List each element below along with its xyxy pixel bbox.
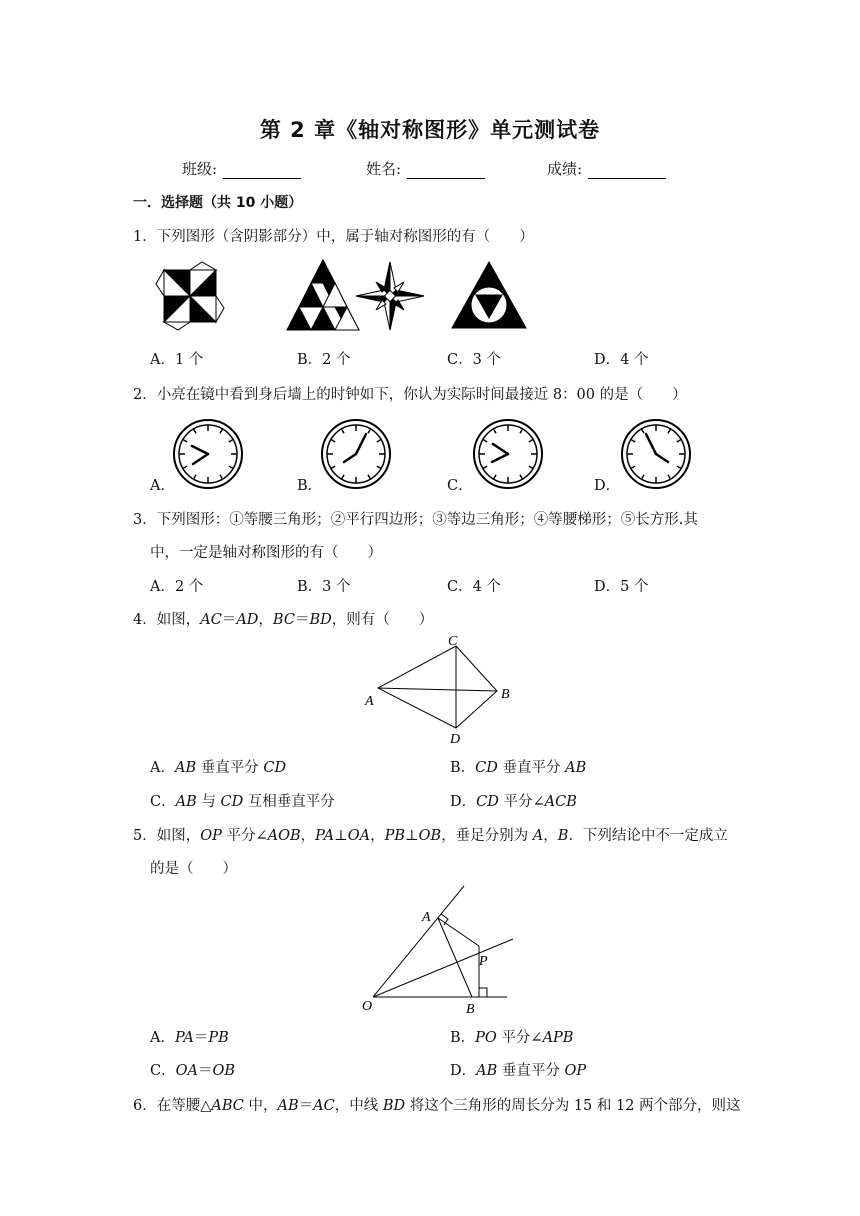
q3-option-c: C．4 个 — [447, 579, 501, 595]
q5-label-b: B — [466, 1002, 475, 1016]
pinwheel-figure — [156, 262, 224, 330]
q4-label-b: B — [501, 687, 510, 702]
q5-option-b: B．PO 平分∠APB — [450, 1030, 574, 1046]
name-blank — [407, 178, 485, 179]
q4-stem: 4．如图，AC＝AD，BC＝BD，则有（ ） — [133, 612, 434, 628]
q3-stem-line2: 中，一定是轴对称图形的有（ ） — [150, 545, 382, 561]
triangle-mosaic-figure — [287, 260, 359, 330]
page-title: 第 2 章《轴对称图形》单元测试卷 — [259, 118, 601, 142]
q2-option-c: C． — [447, 478, 473, 494]
section-heading: 一．选择题（共 10 小题） — [133, 195, 303, 211]
q1-option-a: A．1 个 — [150, 352, 204, 368]
compass-star-figure — [356, 262, 424, 330]
score-blank — [588, 178, 666, 179]
q3-option-a: A．2 个 — [150, 579, 204, 595]
q1-option-b: B．2 个 — [297, 352, 351, 368]
q5-option-a: A．PA＝PB — [150, 1030, 229, 1046]
clock-c-icon — [474, 420, 542, 488]
q3-stem-line1: 3．下列图形：①等腰三角形；②平行四边形；③等边三角形；④等腰梯形；⑤长方形.其 — [133, 512, 698, 528]
q5-option-d: D．AB 垂直平分 OP — [450, 1063, 587, 1079]
clock-d-icon — [622, 420, 690, 488]
q1-stem: 1．下列图形（含阴影部分）中，属于轴对称图形的有（ ） — [133, 229, 534, 245]
clock-a-icon — [174, 420, 242, 488]
triangle-circle-figure — [452, 262, 526, 328]
q5-stem-line1: 5．如图，OP 平分∠AOB，PA⊥OA，PB⊥OB，垂足分别为 A，B．下列结论中不一定成立 — [133, 828, 728, 844]
class-label: 班级: — [182, 160, 218, 178]
score-field — [547, 158, 666, 179]
q2-stem: 2．小亮在镜中看到身后墙上的时钟如下，你认为实际时间最接近 8：00 的是（ ） — [133, 387, 687, 403]
q5-angle-figure — [355, 880, 525, 1016]
q4-option-c: C．AB 与 CD 互相垂直平分 — [150, 794, 335, 810]
q4-option-b: B．CD 垂直平分 AB — [450, 760, 587, 776]
q1-option-c: C．3 个 — [447, 352, 501, 368]
q4-label-d: D — [450, 732, 461, 747]
q4-kite-figure — [360, 632, 520, 748]
q4-label-c: C — [448, 634, 458, 649]
q6-stem: 6．在等腰△ABC 中，AB＝AC，中线 BD 将这个三角形的周长分为 15 和 12 两个部分，则这 — [133, 1098, 741, 1114]
q2-option-a: A． — [150, 478, 175, 494]
q5-label-a: A — [422, 910, 431, 925]
name-label: 姓名: — [366, 160, 402, 178]
q1-option-d: D．4 个 — [594, 352, 649, 368]
q3-option-b: B．3 个 — [297, 579, 351, 595]
name-field — [366, 158, 485, 179]
q5-stem-line2: 的是（ ） — [150, 861, 237, 877]
q4-option-d: D．CD 平分∠ACB — [450, 794, 577, 810]
q1-figures — [150, 258, 750, 338]
q5-label-o: O — [362, 999, 373, 1014]
score-label: 成绩: — [547, 160, 583, 178]
q2-option-b: B． — [297, 478, 323, 494]
q5-label-p: P — [479, 954, 488, 969]
class-blank — [223, 178, 301, 179]
q2-option-d: D． — [594, 478, 621, 494]
q4-option-a: A．AB 垂直平分 CD — [150, 760, 287, 776]
q3-option-d: D．5 个 — [594, 579, 649, 595]
clock-b-icon — [322, 420, 390, 488]
q5-option-c: C．OA＝OB — [150, 1063, 236, 1079]
class-field — [182, 158, 301, 179]
q4-label-a: A — [365, 694, 374, 709]
